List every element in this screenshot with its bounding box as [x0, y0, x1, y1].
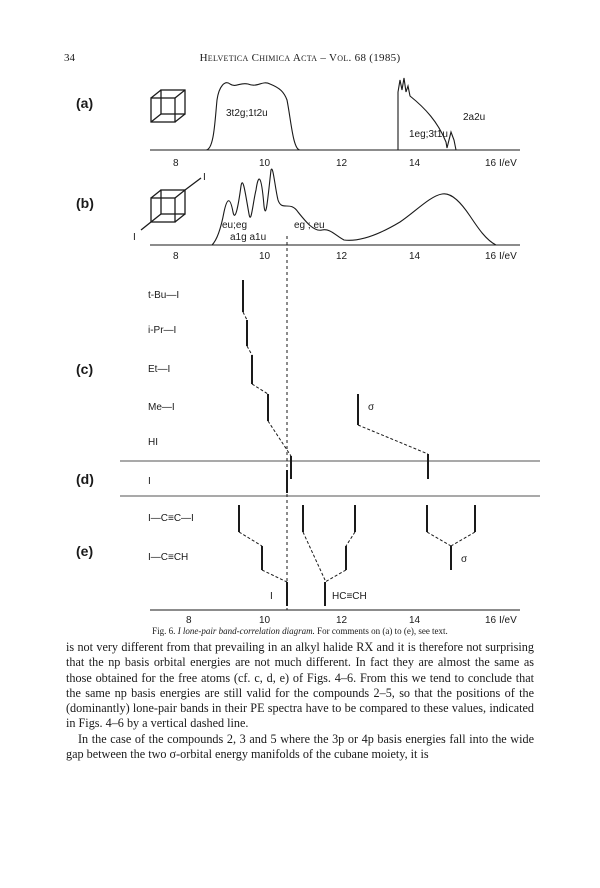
unit-bottom: I/eV	[499, 615, 517, 626]
molecule-icch: I—C≡CH	[148, 552, 189, 563]
panel-label-a: (a)	[76, 95, 94, 111]
page-number: 34	[64, 52, 75, 64]
caption-title: I lone-pair band-correlation diagram.	[177, 626, 315, 636]
band-label-3t2g: 3t2g;1t2u	[226, 108, 268, 119]
tick-bottom-14: 14	[409, 615, 421, 626]
molecule-ipr-i: i-Pr—I	[148, 325, 177, 336]
panel-label-e: (e)	[76, 543, 94, 559]
tick-b-16: 16	[485, 251, 497, 262]
band-label-2a2u: 2a2u	[463, 112, 486, 123]
band-label-a1g: a1g a1u	[230, 232, 267, 243]
label-i-bottom: I	[270, 591, 273, 602]
label-hcch: HC≡CH	[332, 591, 367, 602]
tick-a-10: 10	[259, 158, 271, 169]
tick-b-8: 8	[173, 251, 179, 262]
tick-a-16: 16	[485, 158, 497, 169]
panel-label-c: (c)	[76, 361, 94, 377]
molecule-i-atom: I	[148, 476, 151, 487]
molecule-icci: I—C≡C—I	[148, 513, 194, 524]
tick-b-14: 14	[409, 251, 421, 262]
paragraph-2: In the case of the compounds 2, 3 and 5 where the 3p or 4p basis energies fall into the wide gap between the two σ-orbital energy manifolds of the cubane moiety, it is	[66, 731, 534, 762]
caption-rest: For comments on (a) to (e), see text.	[317, 626, 448, 636]
tick-bottom-8: 8	[186, 615, 192, 626]
panel-label-d: (d)	[76, 471, 94, 487]
tick-b-10: 10	[259, 251, 271, 262]
unit-b: I/eV	[499, 251, 517, 262]
tick-a-14: 14	[409, 158, 421, 169]
sigma-label-me: σ	[368, 402, 375, 413]
unit-a: I/eV	[499, 158, 517, 169]
band-label-eg: eg ; eu	[294, 220, 325, 231]
cubane-icon	[151, 90, 185, 122]
tick-a-12: 12	[336, 158, 348, 169]
tick-bottom-10: 10	[259, 615, 271, 626]
iodocubane-icon	[141, 178, 201, 230]
band-label-1eg: 1eg;3t1u	[409, 129, 448, 140]
tick-a-8: 8	[173, 158, 179, 169]
tick-b-12: 12	[336, 251, 348, 262]
iodine-label-bottom: I	[133, 232, 136, 243]
molecule-et-i: Et—I	[148, 364, 171, 375]
body-text	[66, 640, 534, 762]
correlation-lines-c	[243, 280, 428, 479]
molecule-me-i: Me—I	[148, 402, 175, 413]
molecule-hi: HI	[148, 437, 158, 448]
figure-caption	[0, 626, 600, 636]
paragraph-1: is not very different from that prevailing in an alkyl halide RX and it is therefore not surprising that the np basis orbital energies are not much different. In fact they are almost the same as those obtained for the free atoms (cf. c, d, e) of Figs. 4–6. From this we tend to conclude that the same np basis energies are still valid for the compounds 2–5, so that the positions of the (dominantly) lone-pair bands in their PE spectra have to be compared to these values, indicated in Figs. 4–6 by a vertical dashed line.	[66, 640, 534, 731]
molecule-tbu-i: t-Bu—I	[148, 290, 180, 301]
caption-lead: Fig. 6.	[152, 626, 176, 636]
running-title: Helvetica Chimica Acta – Vol. 68 (1985)	[199, 52, 401, 64]
tick-bottom-16: 16	[485, 615, 497, 626]
band-label-eu: eu;eg	[222, 220, 248, 231]
sigma-label-icch: σ	[461, 554, 468, 565]
tick-bottom-12: 12	[336, 615, 348, 626]
panel-label-b: (b)	[76, 195, 94, 211]
iodine-label-top: I	[203, 172, 206, 183]
